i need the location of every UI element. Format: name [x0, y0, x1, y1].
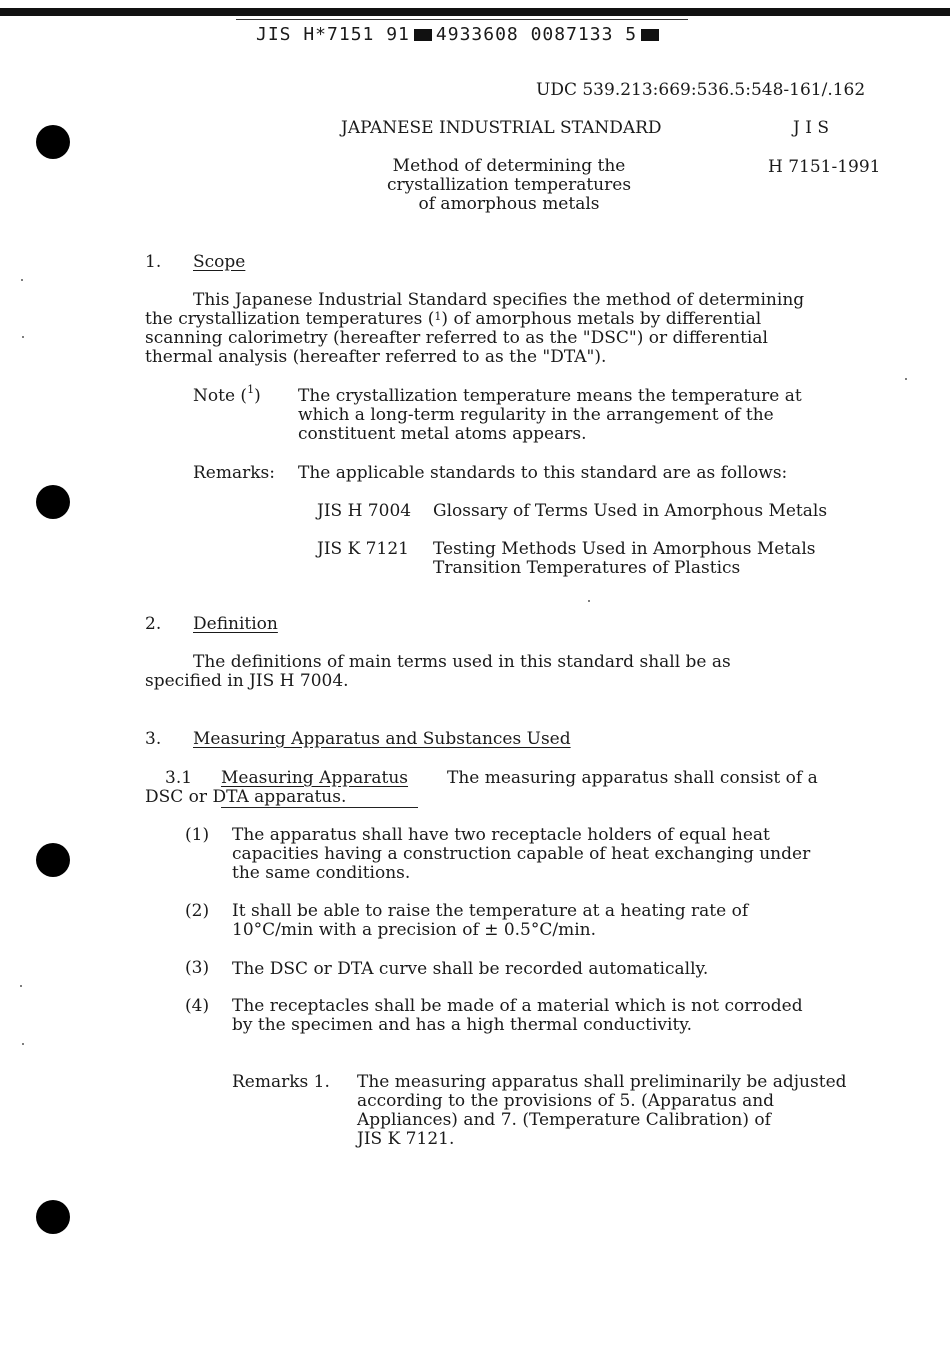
section-1-number: 1. — [145, 252, 162, 272]
section-2-title: Definition — [193, 614, 278, 634]
subsection-text: DSC or DTA apparatus. — [145, 787, 347, 807]
scope-line-part: the crystallization temperatures — [145, 309, 423, 329]
remarks-label: Remarks 1. — [232, 1072, 330, 1092]
scope-line: the crystallization temperatures ($^1$) of amorphous metals by differential — [145, 309, 762, 329]
item-line: It shall be able to raise the temperature at a heating rate of — [232, 901, 749, 921]
speck — [21, 279, 23, 281]
note-line: constituent metal atoms appears. — [298, 424, 587, 444]
section-1-title: Scope — [193, 252, 246, 272]
subsection-text: The measuring apparatus shall consist of a — [447, 768, 818, 788]
remarks-text — [357, 1073, 897, 1149]
title-line: Method of determining the — [392, 156, 626, 176]
note-ref: 1 — [247, 383, 255, 396]
punch-hole-2 — [36, 485, 70, 519]
item-line: the same conditions. — [232, 863, 411, 883]
punch-hole-3 — [36, 843, 70, 877]
note-line: The crystallization temperature means the temperature at — [298, 386, 802, 406]
ref-code: JIS H 7004 — [317, 501, 412, 521]
ref-title — [433, 540, 815, 578]
item-number: (4) — [185, 996, 210, 1016]
item-number: (2) — [185, 901, 210, 921]
note-label: Note ($^1$) — [193, 383, 261, 406]
document-code-2: 4933608 0087133 5 — [435, 24, 638, 45]
definition-line: specified in JIS H 7004. — [145, 671, 349, 691]
item-text: The DSC or DTA curve shall be recorded automatically. — [232, 959, 709, 979]
remarks-text: The applicable standards to this standard are as follows: — [298, 463, 788, 483]
item-line: capacities having a construction capable of heat exchanging under — [232, 844, 811, 864]
speck — [588, 600, 590, 602]
speck — [22, 1043, 24, 1045]
footnote-ref: 1 — [434, 310, 442, 323]
definition-paragraph — [145, 653, 865, 691]
section-3-number: 3. — [145, 729, 162, 749]
item-text — [232, 997, 872, 1035]
remarks-line: according to the provisions of 5. (Apparatus and — [357, 1091, 775, 1111]
standard-name: JAPANESE INDUSTRIAL STANDARD — [341, 118, 662, 138]
title-line: crystallization temperatures — [386, 175, 632, 195]
item-line: The apparatus shall have two receptacle holders of equal heat — [232, 825, 770, 845]
scope-line: scanning calorimetry (hereafter referred to as the "DSC") or differential — [145, 328, 768, 348]
item-number: (1) — [185, 825, 210, 845]
scope-line-part: of amorphous metals by differential — [453, 309, 762, 329]
redaction-block — [414, 29, 432, 41]
speck — [22, 336, 24, 338]
standard-number: H 7151-1991 — [768, 157, 881, 177]
subsection-title: Measuring Apparatus — [221, 768, 409, 788]
speck — [20, 985, 22, 987]
scope-line: This Japanese Industrial Standard specifies the method of determining — [193, 290, 805, 310]
udc-number: UDC 539.213:669:536.5:548-161/.162 — [536, 80, 866, 100]
remarks-line: JIS K 7121. — [357, 1129, 455, 1149]
scan-top-border — [0, 8, 950, 16]
punch-hole-1 — [36, 125, 70, 159]
document-title — [359, 157, 659, 214]
note-line: which a long-term regularity in the arrangement of the — [298, 405, 774, 425]
document-code-1: JIS H*7151 91 — [256, 24, 410, 45]
title-line: of amorphous metals — [418, 194, 600, 214]
note-word: Note — [193, 386, 236, 406]
item-line: by the specimen and has a high thermal conductivity. — [232, 1015, 693, 1035]
remarks-label: Remarks: — [193, 463, 275, 483]
item-line: 10°C/min with a precision of ± 0.5°C/min. — [232, 920, 597, 940]
section-2-number: 2. — [145, 614, 162, 634]
item-text — [232, 826, 872, 883]
speck — [905, 378, 907, 380]
section-3-title: Measuring Apparatus and Substances Used — [193, 729, 571, 749]
remarks-line: Appliances) and 7. (Temperature Calibration) of — [357, 1110, 771, 1130]
document-code-line — [256, 24, 663, 45]
definition-line: The definitions of main terms used in this standard shall be as — [193, 652, 731, 672]
scope-line: thermal analysis (hereafter referred to as the "DTA"). — [145, 347, 607, 367]
item-text — [232, 902, 872, 940]
ref-title: Glossary of Terms Used in Amorphous Metals — [433, 501, 828, 521]
ref-code: JIS K 7121 — [317, 539, 409, 559]
redaction-block — [641, 29, 659, 41]
note-text — [298, 387, 858, 444]
ref-title-line: Testing Methods Used in Amorphous Metals — [433, 539, 816, 559]
remarks-line: The measuring apparatus shall preliminarily be adjusted — [357, 1072, 847, 1092]
subsection-rule — [221, 807, 418, 808]
header-rule — [236, 19, 688, 20]
item-line: The receptacles shall be made of a material which is not corroded — [232, 996, 803, 1016]
subsection-number: 3.1 — [165, 768, 193, 788]
item-number: (3) — [185, 958, 210, 978]
punch-hole-4 — [36, 1200, 70, 1234]
ref-title-line: Transition Temperatures of Plastics — [433, 558, 741, 578]
jis-mark: J I S — [793, 118, 829, 138]
scope-paragraph — [145, 291, 865, 367]
